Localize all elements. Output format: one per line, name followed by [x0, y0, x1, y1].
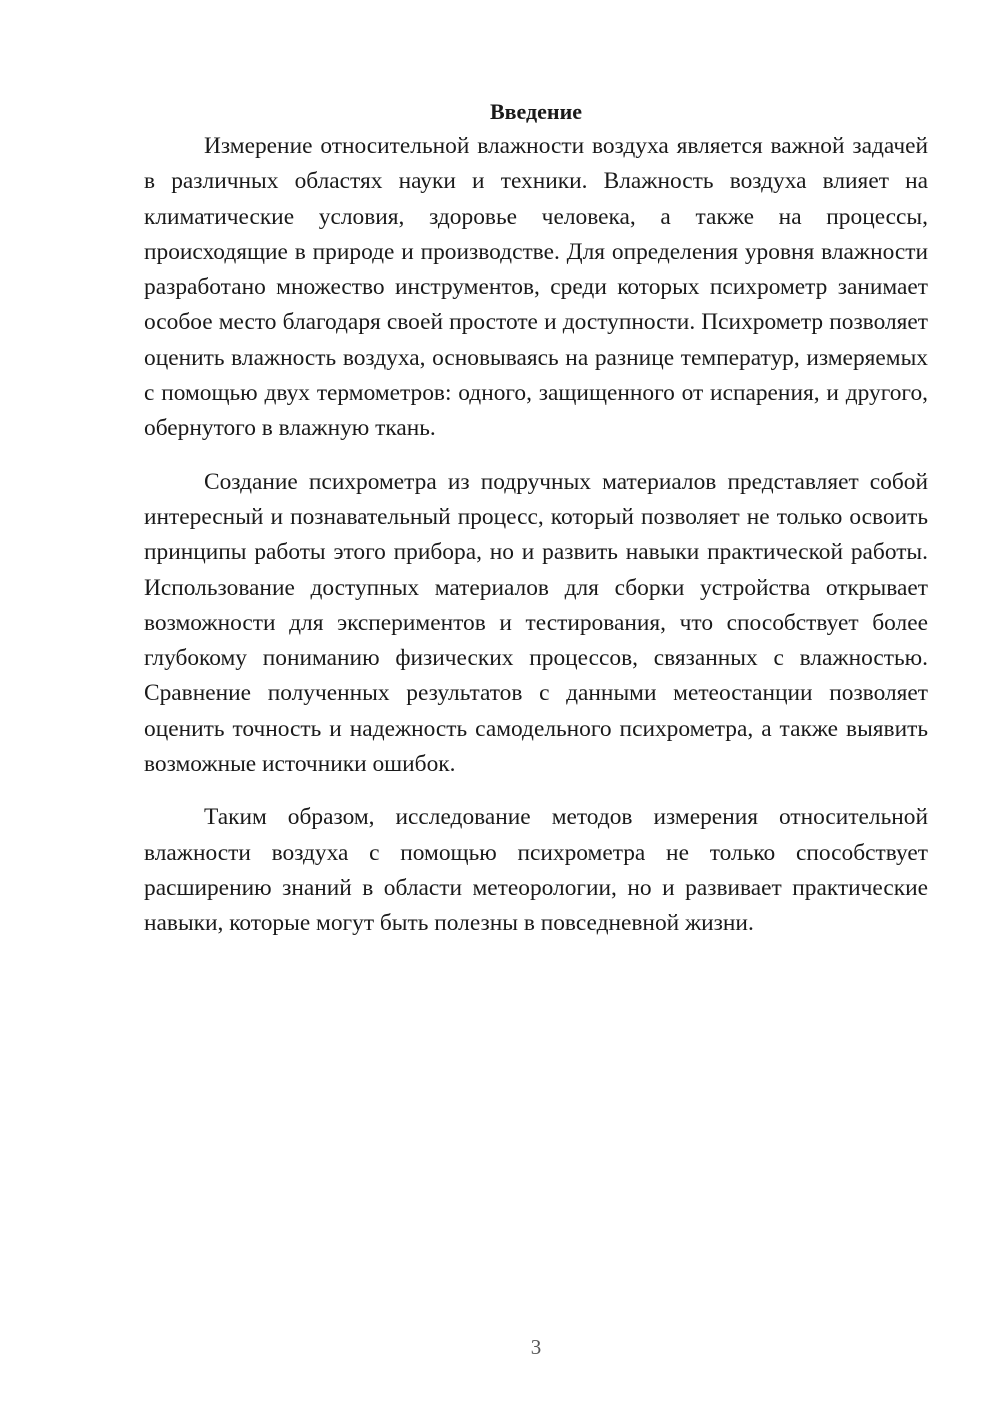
paragraph-2: Создание психрометра из подручных материалов представляет собой интересный и познавательный процесс, который позволяет не только освоить принципы работы этого прибора, но и развить навыки практической работы. Использование доступных материалов для сборки устройства открывает возможности для экспериментов и тестирования, что способствует более глубокому пониманию физических процессов, связанных с влажностью. Сравнение полученных результатов с данными метеостанции позволяет оценить точность и надежность самодельного психрометра, а также выявить возможные источники ошибок.	[144, 468, 928, 778]
page-number: 3	[530, 1335, 542, 1359]
paragraph-1: Измерение относительной влажности воздуха является важной задачей в различных областях науки и техники. Влажность воздуха влияет на климатические условия, здоровье человека, а также на процессы, происходящие в природе и производстве. Для определения уровня влажности разработано множество инструментов, среди которых психрометр занимает особое место благодаря своей простоте и доступности. Психрометр позволяет оценить влажность воздуха, основываясь на разнице температур, измеряемых с помощью двух термометров: одного, защищенного от испарения, и другого, обернутого в влажную ткань.	[144, 133, 928, 442]
page-title: Введение	[489, 99, 583, 124]
paragraph-3: Таким образом, исследование методов измерения относительной влажности воздуха с помощью психрометра не только способствует расширению знаний в области метеорологии, но и развивает практические навыки, которые могут быть полезны в повседневной жизни.	[144, 804, 928, 937]
page-content	[144, 94, 928, 942]
